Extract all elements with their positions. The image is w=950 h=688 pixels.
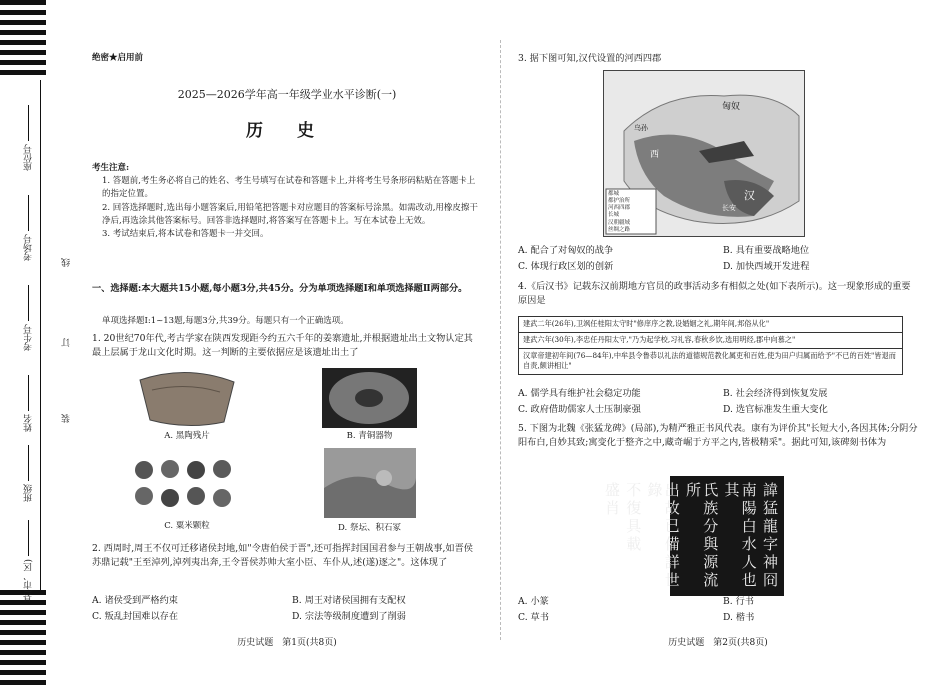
q3-options (518, 243, 918, 276)
q1-stem: 1. 20世纪70年代,考古学家在陕西发现距今约五六千年的姜寨遗址,并根据遗址出土文物认定其最上层属于龙山文化时期。这一判断的主要依据应是该遗址出土了 (92, 333, 473, 359)
q3-stem: 3. 据下图可知,汉代设置的河西四郡 (518, 53, 662, 64)
legend-item: 河西四郡 (608, 205, 631, 212)
q4-stem: 4.《后汉书》记载东汉前期地方官员的政事活动多有相似之处(如下表所示)。这一现象形成的重要原因是 (518, 281, 911, 307)
stele-column: 不復具載 (624, 482, 643, 554)
q2-options (92, 593, 482, 626)
millet-grains-image (130, 458, 240, 516)
subject-title: 历 史 (246, 121, 328, 141)
legend-item: 长城 (608, 212, 620, 219)
q5-option-c[interactable]: C. 草书 (518, 612, 549, 624)
exam-room-label: 考场号 (22, 195, 35, 261)
section-subheading: 单项选择题Ⅰ:1~13题,每题3分,共39分。每题只有一个正确选项。 (102, 316, 349, 326)
map-label-xiongnu: 匈奴 (722, 102, 741, 112)
q3-option-a[interactable]: A. 配合了对匈奴的战争 (518, 245, 614, 256)
q2-option-b[interactable]: B. 周王对诸侯国拥有支配权 (292, 595, 406, 606)
q4-option-a[interactable]: A. 儒学具有维护社会稳定功能 (518, 388, 641, 399)
map-label-changan: 长安 (722, 204, 736, 212)
q2-option-a[interactable]: A. 诸侯受到严格约束 (92, 595, 178, 606)
notice-heading: 考生注意: (92, 163, 130, 173)
map-label-han: 汉 (744, 189, 755, 202)
altar-cairn-image (324, 448, 416, 518)
seal-mark-bind: 订 (62, 338, 72, 347)
q1-caption-c: C. 粟米颗粒 (164, 521, 210, 531)
seal-mark-pack: 装 (62, 414, 72, 423)
q4-option-d[interactable]: D. 选官标准发生重大变化 (723, 404, 828, 416)
name-label: 姓名 (22, 375, 35, 432)
q3-option-d[interactable]: D. 加快西域开发进程 (723, 261, 810, 273)
q3-option-c[interactable]: C. 体现行政区划的创新 (518, 261, 614, 273)
bronze-object-image (322, 368, 417, 428)
binding-line (40, 80, 41, 590)
page-divider (500, 40, 501, 640)
notice-item: 2. 回答选择题时,选出每小题答案后,用铅笔把答题卡对应题目的答案标号涂黑。如需改动,用橡皮擦干净后,再选涂其他答案标号。回答非选择题时,将答案写在答题卡上。写在本试卷上无效。 (102, 202, 478, 226)
q4-option-c[interactable]: C. 政府借助儒家人士压制豪强 (518, 404, 641, 416)
notice-item: 1. 答题前,考生务必将自己的姓名、考生号填写在试卷和答题卡上,并将考生号条形码粘贴在答题卡上的指定位置。 (102, 176, 476, 200)
q4-row: 汉章帝建初年间(76—84年),中牟县令鲁恭以礼法的道德规范教化属吏和百姓,使为田户归属而给予"不已的百姓"皆退而自责,颇讲相让" (519, 348, 903, 375)
legend-item: 都城 (608, 191, 620, 197)
q2-option-d[interactable]: D. 宗法等级制度遭到了削弱 (292, 611, 406, 623)
page-1 (92, 0, 482, 688)
page-1-footer: 历史试题 第1页(共8页) (237, 638, 337, 648)
page-2 (518, 0, 918, 688)
notice-item: 3. 考试结束后,将本试卷和答题卡一并交回。 (102, 228, 269, 239)
legend-item: 丝绸之路 (608, 226, 631, 233)
seal-mark-line: 线 (62, 258, 72, 267)
class-label: 班级 (22, 445, 35, 502)
q5-option-b[interactable]: B. 行书 (723, 596, 754, 607)
q4-options (518, 386, 918, 419)
q2-stem: 2. 西周时,周王不仅可迁移诸侯封地,如"令唐伯侯于晋",还可指挥封国国君参与王朝战事,如晋侯苏鼎记载"王至淖列,淖列夷出奔,王令晋侯苏帅大室小臣、车仆从,述(遂)逐之"。这体现了 (92, 543, 473, 569)
stele-column: 盛肖 (603, 482, 621, 518)
q2-option-c[interactable]: C. 叛乱封国难以存在 (92, 611, 179, 623)
seat-number-label: 座位号 (22, 105, 35, 171)
q5-stem: 5. 下图为北魏《张猛龙碑》(局部),为精严雅正书风代表。康有为评价其"长短大小,各因其体;分阴分阳布白,自妙其致;寓变化于整齐之中,藏奇崛于方平之内,皆极精采"。据此可知,该碑刻书体为 (518, 423, 918, 449)
binding-strip (0, 0, 78, 688)
q1-caption-d: D. 祭坛、积石冢 (338, 523, 401, 533)
q1-caption-b: B. 青铜器物 (346, 431, 393, 441)
q4-table (518, 316, 903, 375)
candidate-number-label: 考生号 (22, 285, 35, 351)
map-legend (608, 191, 630, 234)
q5-option-a[interactable]: A. 小篆 (518, 596, 549, 607)
q4-option-b[interactable]: B. 社会经济得到恢复发展 (723, 388, 828, 399)
q5-option-d[interactable]: D. 楷书 (723, 612, 755, 624)
q4-row: 建武二年(26年),卫飒任桂阳太守时"修庠序之教,设婚姻之礼,期年间,邦俗从化" (519, 317, 903, 333)
stele-column: 出故已備詳世錄 (645, 482, 681, 590)
binding-barcode-top (0, 0, 46, 80)
exam-title: 2025—2026学年高一年级学业水平诊断(一) (177, 88, 397, 101)
section-heading: 一、选择题:本大题共15小题,每小题3分,共45分。分为单项选择题Ⅰ和单项选择题Ⅱ两部分。 (92, 283, 468, 294)
q5-options (518, 594, 918, 627)
legend-item: 汉朝疆域 (608, 219, 631, 226)
binding-barcode-bottom (0, 590, 46, 688)
stele-column: 氏族分與源流所 (684, 482, 720, 590)
confidential-mark: 绝密★启用前 (92, 53, 144, 63)
legend-item: 都护治所 (608, 198, 631, 205)
q1-caption-a: A. 黑陶残片 (164, 431, 210, 441)
stele-column: 諱猛龍字神冏 (761, 482, 779, 590)
page-2-footer: 历史试题 第2页(共8页) (668, 638, 768, 648)
q4-row: 建武六年(30年),李忠任丹阳太守,"乃为起学校,习礼容,春秋乡饮,选用明经,郡中向慕之" (519, 332, 903, 348)
han-map (603, 70, 805, 237)
stele-column: 南陽白水人也其 (722, 482, 758, 590)
black-pottery-image (132, 370, 242, 428)
county-label: 县(市、区) (22, 520, 35, 602)
map-label-xi: 西 (650, 150, 660, 160)
map-label-wusun: 乌孙 (634, 124, 648, 132)
zhang-menglong-stele-image (603, 476, 784, 596)
notices (92, 162, 482, 241)
q3-option-b[interactable]: B. 具有重要战略地位 (723, 245, 810, 256)
